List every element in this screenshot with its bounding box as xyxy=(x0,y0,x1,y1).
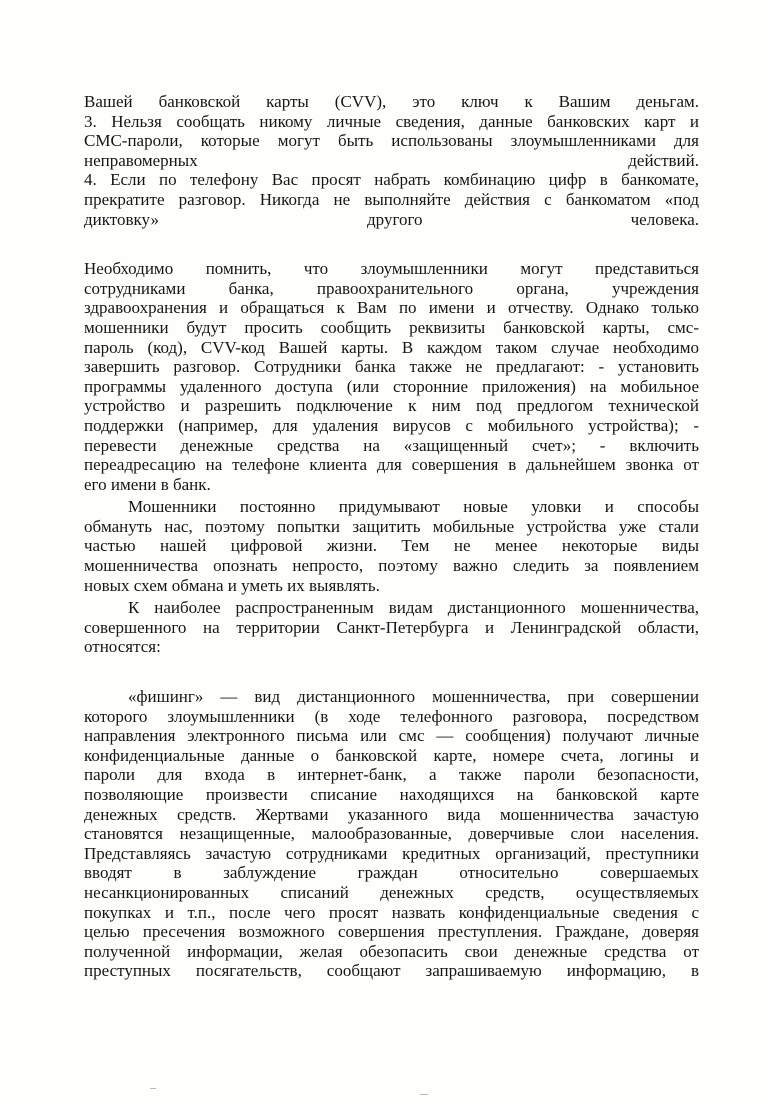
text-line: Необходимо помнить, что злоумышленники могут представиться xyxy=(84,259,699,279)
paragraph-tricks xyxy=(84,497,699,595)
text-line: которого злоумышленники (в ходе телефонного разговора, посредством xyxy=(84,706,699,726)
text-line: его имени в банк. xyxy=(84,474,211,494)
text-line: покупках и т.п., после чего просят назвать конфиденциальные сведения с xyxy=(84,902,699,922)
text-line: конфиденциальные данные о банковской карте, номере счета, логины и xyxy=(84,745,699,765)
text-line: обмануть нас, поэтому попытки защитить мобильные устройства уже стали xyxy=(84,516,699,536)
text-line: 3. Нельзя сообщать никому личные сведения, данные банковских карт и xyxy=(84,111,699,131)
text-line: становятся незащищенные, малообразованные, доверчивые слои населения. xyxy=(84,824,699,844)
text-line: перевести денежные средства на «защищенный счет»; - включить xyxy=(84,435,699,455)
scan-mark xyxy=(420,1094,428,1095)
text-line: позволяющие произвести списание находящихся на банковской карте xyxy=(84,785,699,804)
text-line: Вашей банковской карты (CVV), это ключ к Вашим деньгам. xyxy=(84,92,699,111)
text-line: «фишинг» — вид дистанционного мошенничества, при совершении xyxy=(128,687,699,707)
text-line: вводят в заблуждение граждан относительно совершаемых xyxy=(84,863,699,883)
text-line: здравоохранения и обращаться к Вам по имени и отчеству. Однако только xyxy=(84,298,699,318)
text-line: 4. Если по телефону Вас просят набрать комбинацию цифр в банкомате, xyxy=(84,170,699,190)
text-line: мошенничества опознать непросто, поэтому важно следить за появлением xyxy=(84,556,699,576)
text-line: сотрудниками банка, правоохранительного органа, учреждения xyxy=(84,278,699,298)
document-text xyxy=(84,92,699,981)
text-line: диктовку» другого человека. xyxy=(84,209,699,229)
text-line: К наиболее распространенным видам дистанционного мошенничества, xyxy=(128,598,699,618)
paragraph-warning xyxy=(84,259,699,494)
text-line: действий. xyxy=(628,150,699,170)
text-line: частью нашей цифровой жизни. Тем не менее некоторые виды xyxy=(84,536,699,556)
text-line: СМС-пароли, которые могут быть использованы злоумышленниками для xyxy=(84,131,699,151)
text-line: неправомерных xyxy=(84,150,198,170)
text-line: поддержки (например, для удаления вирусов с мобильного устройства); - xyxy=(84,415,699,435)
text-line: Мошенники постоянно придумывают новые уловки и способы xyxy=(128,497,699,517)
paragraph-types-intro xyxy=(84,598,699,657)
text-line: Представляясь зачастую сотрудниками кредитных организаций, преступники xyxy=(84,843,699,863)
text-line: переадресацию на телефоне клиента для совершения в дальнейшем звонка от xyxy=(84,455,699,475)
text-line: завершить разговор. Сотрудники банка также не предлагают: - установить xyxy=(84,357,699,377)
paragraph-phishing xyxy=(84,687,699,981)
text-line: пароли для входа в интернет-банк, а также пароли безопасности, xyxy=(84,765,699,785)
text-line: пароль (код), CVV-код Вашей карты. В каждом таком случае необходимо xyxy=(84,337,699,357)
intro-block xyxy=(84,92,699,229)
text-line: преступных посягательств, сообщают запрашиваемую информацию, в xyxy=(84,961,699,981)
text-line: устройство и разрешить подключение к ним под предлогом технической xyxy=(84,396,699,416)
text-line: относятся: xyxy=(84,637,161,657)
text-line: денежных средств. Жертвами указанного вида мошенничества зачастую xyxy=(84,804,699,824)
text-line: полученной информации, желая обезопасить свои денежные средства от xyxy=(84,941,699,961)
text-line: новых схем обмана и уметь их выявлять. xyxy=(84,575,380,595)
text-line: направления электронного письма или смс — сообщения) получают личные xyxy=(84,726,699,746)
text-line: несанкционированных списаний денежных средств, осуществляемых xyxy=(84,882,699,902)
text-line: прекратите разговор. Никогда не выполняйте действия с банкоматом «под xyxy=(84,189,699,209)
text-line: мошенники будут просить сообщить реквизиты банковской карты, смс- xyxy=(84,317,699,337)
text-line: программы удаленного доступа (или сторонние приложения) на мобильное xyxy=(84,376,699,396)
text-line: совершенного на территории Санкт-Петербурга и Ленинградской области, xyxy=(84,617,699,637)
text-line: целью пресечения возможного совершения преступления. Граждане, доверяя xyxy=(84,922,699,942)
scan-mark xyxy=(150,1088,156,1089)
